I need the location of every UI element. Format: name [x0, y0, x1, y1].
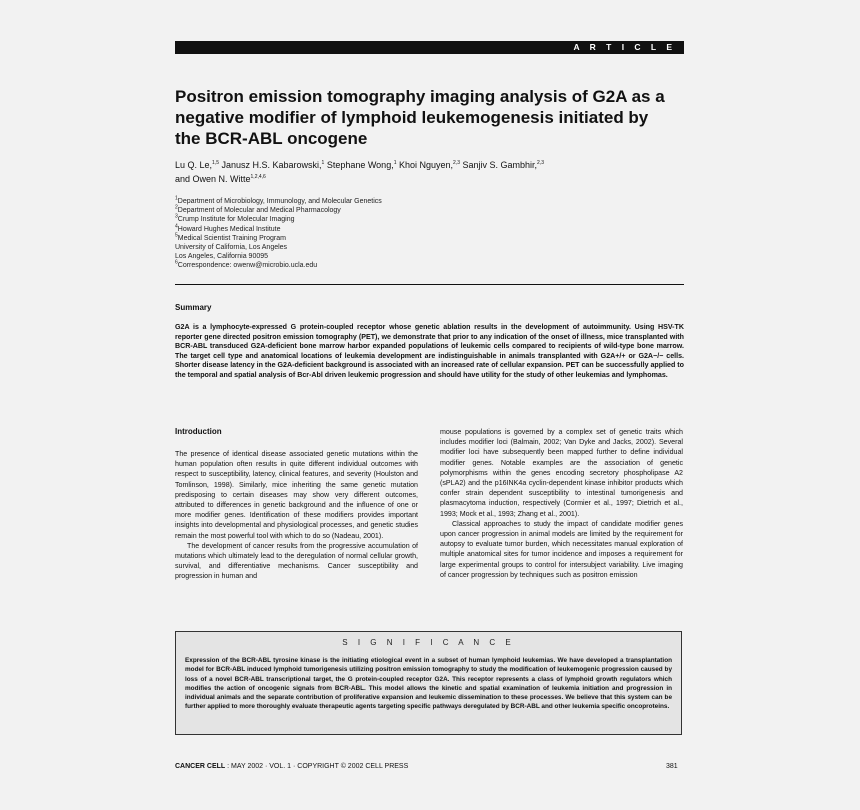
author-list: [175, 158, 695, 186]
article-title: Positron emission tomography imaging analysis of G2A as a negative modifier of lymphoid leukemogenesis initiated by the BCR-ABL oncogene: [175, 87, 665, 148]
page-footer: [175, 763, 408, 770]
author: Janusz H.S. Kabarowski,: [218, 160, 322, 170]
body-paragraph: The presence of identical disease associated genetic mutations within the human population often results in quite different individual outcomes with respect to susceptibility, latency, clinical features, and severity (Houlston and Tomlinson, 1998). Similarly, mice inheriting the same genetic mutation predisposing to certain diseases may show very different outcomes, attributed to differences in genetic background and the influence of one or more modifier genes. Identification of these modifiers provides important insights into developmental and physiological processes, and genetic studies remain the most powerful tool with which to do so (Nadeau, 2001).: [175, 450, 418, 540]
affiliation: [175, 234, 535, 243]
author: Lu Q. Le,: [175, 160, 213, 170]
affiliation-text: Los Angeles, California 90095: [175, 253, 269, 261]
summary-text: G2A is a lymphocyte-expressed G protein-coupled receptor whose genetic ablation results in the development of autoimmunity. Using HSV-TK reporter gene directed positron emission tomography (PET), we demonstrate that prior to any indication of the onset of illness, mice transplanted with BCR-ABL transduced G2A-deficient bone marrow harbor expanded populations of leukemic cells compared to recipients of wild-type bone marrow. The target cell type and anatomical locations of leukemia development are indistinguishable in animals transplanted with G2A+/+ or G2A−/− cells. Shorter disease latency in the G2A-deficient background is associated with an increased rate of cellular expansion. PET can be successfully applied to the temporal and spatial analysis of Bcr-Abl driven leukemic progression and should have utility for the study of other leukemias and lymphomas.: [175, 323, 684, 379]
page-number: 381: [666, 763, 678, 770]
author-affil-sup: 2,3: [537, 160, 544, 166]
body-paragraph: Classical approaches to study the impact of candidate modifier genes upon cancer progression in animal models are limited by the requirement for autopsy to evaluate tumor burden, which necessitates manual exploration of multiple anatomical sites for tumor incidence and imposes a requirement for large experimental groups to control for intersubject variability. Live imaging of cancer progression by techniques such as positron emission: [440, 519, 683, 579]
affiliation: [175, 206, 535, 215]
affiliation-text: Department of Microbiology, Immunology, and Molecular Genetics: [177, 198, 382, 205]
body-column-left: [175, 449, 418, 582]
affiliation-sup: 6: [175, 260, 178, 267]
affiliation-list: [175, 197, 535, 271]
author-affil-sup: 1,5: [212, 160, 219, 166]
author-affil-sup: 1: [393, 160, 397, 166]
affiliation-sup: 2: [175, 204, 178, 211]
body-column-right: [440, 427, 683, 580]
significance-text: Expression of the BCR-ABL tyrosine kinase is the initiating etiological event in a subset of human lymphoid leukemias. We have developed a transplantation model for BCR-ABL induced lymphoid tumorigenesis utilizing positron emission tomography to study the modification of leukemogenic progression caused by loss of a novel BCR-ABL transcriptional target, the G protein-coupled receptor G2A. This receptor represents a class of lymphoid growth regulators which modifies the action of oncogenic signals from BCR-ABL. This model allows the kinetic and spatial examination of leukemia initiation and progression in individual animals and the separate contribution of proliferative expansion and leukemic dissemination to these processes. We believe that this system can be further applied to more thoroughly evaluate therapeutic agents targeting specific pathways deregulated by BCR-ABL and other leukemia specific oncoproteins.: [185, 657, 672, 711]
author: and Owen N. Witte: [175, 174, 251, 184]
affiliation-text: University of California, Los Angeles: [175, 244, 288, 252]
author-affil-sup: 2,3: [453, 160, 460, 166]
affiliation-sup: 1: [175, 195, 178, 202]
significance-heading: S I G N I F I C A N C E: [342, 638, 515, 647]
introduction-heading: Introduction: [175, 427, 222, 436]
affiliation-text: Howard Hughes Medical Institute: [177, 225, 281, 233]
article-header-band: [175, 41, 684, 54]
section-divider: [175, 284, 684, 285]
affiliation-sup: 5: [175, 232, 178, 239]
journal-info: : MAY 2002 · VOL. 1 · COPYRIGHT © 2002 CELL PRESS: [225, 763, 409, 770]
affiliation: [175, 261, 535, 270]
article-label: A R T I C L E: [573, 42, 676, 52]
affiliation: [175, 225, 535, 234]
author: Stephane Wong,: [324, 160, 394, 170]
author-affil-sup: 1,2,4,6: [250, 174, 266, 180]
significance-box: [175, 631, 682, 735]
affiliation: [175, 215, 535, 224]
affiliation: [175, 252, 535, 261]
affiliation-text: Medical Scientist Training Program: [177, 234, 286, 242]
affiliation-text: Department of Molecular and Medical Pharmacology: [177, 207, 341, 215]
body-paragraph: mouse populations is governed by a complex set of genetic traits which includes modifier loci (Balmain, 2002; Van Dyke and Jacks, 2002). Several modifier loci have subsequently been mapped further to define individual modifier genes. Notable examples are the association of genetic polymorphisms within the genes encoding secretory phospholipase A2 (sPLA2) and the p16INK4a cyclin-dependent kinase inhibitor products which confer strain dependent susceptibility to intestinal tumorigenesis and plasmacytoma induction, respectively (Cormier et al., 1997; Dietrich et al., 1993; Mock et al., 1993; Zhang et al., 2001).: [440, 428, 683, 518]
affiliation: [175, 243, 535, 252]
journal-name: CANCER CELL: [175, 763, 226, 770]
correspondence-text: Correspondence: owenw@microbio.ucla.edu: [177, 262, 318, 270]
author: Khoi Nguyen,: [396, 160, 454, 170]
affiliation: [175, 197, 535, 206]
summary-heading: Summary: [175, 303, 212, 312]
author-affil-sup: 1: [321, 160, 325, 166]
body-paragraph: The development of cancer results from the progressive accumulation of mutations which ultimately lead to the deregulation of normal cellular growth, survival, and differentiative mechanisms. Cancer susceptibility and progression in human and: [175, 541, 418, 581]
affiliation-sup: 4: [175, 223, 178, 230]
author: Sanjiv S. Gambhir,: [459, 160, 538, 170]
affiliation-sup: 3: [175, 214, 178, 221]
affiliation-text: Crump Institute for Molecular Imaging: [177, 216, 295, 224]
